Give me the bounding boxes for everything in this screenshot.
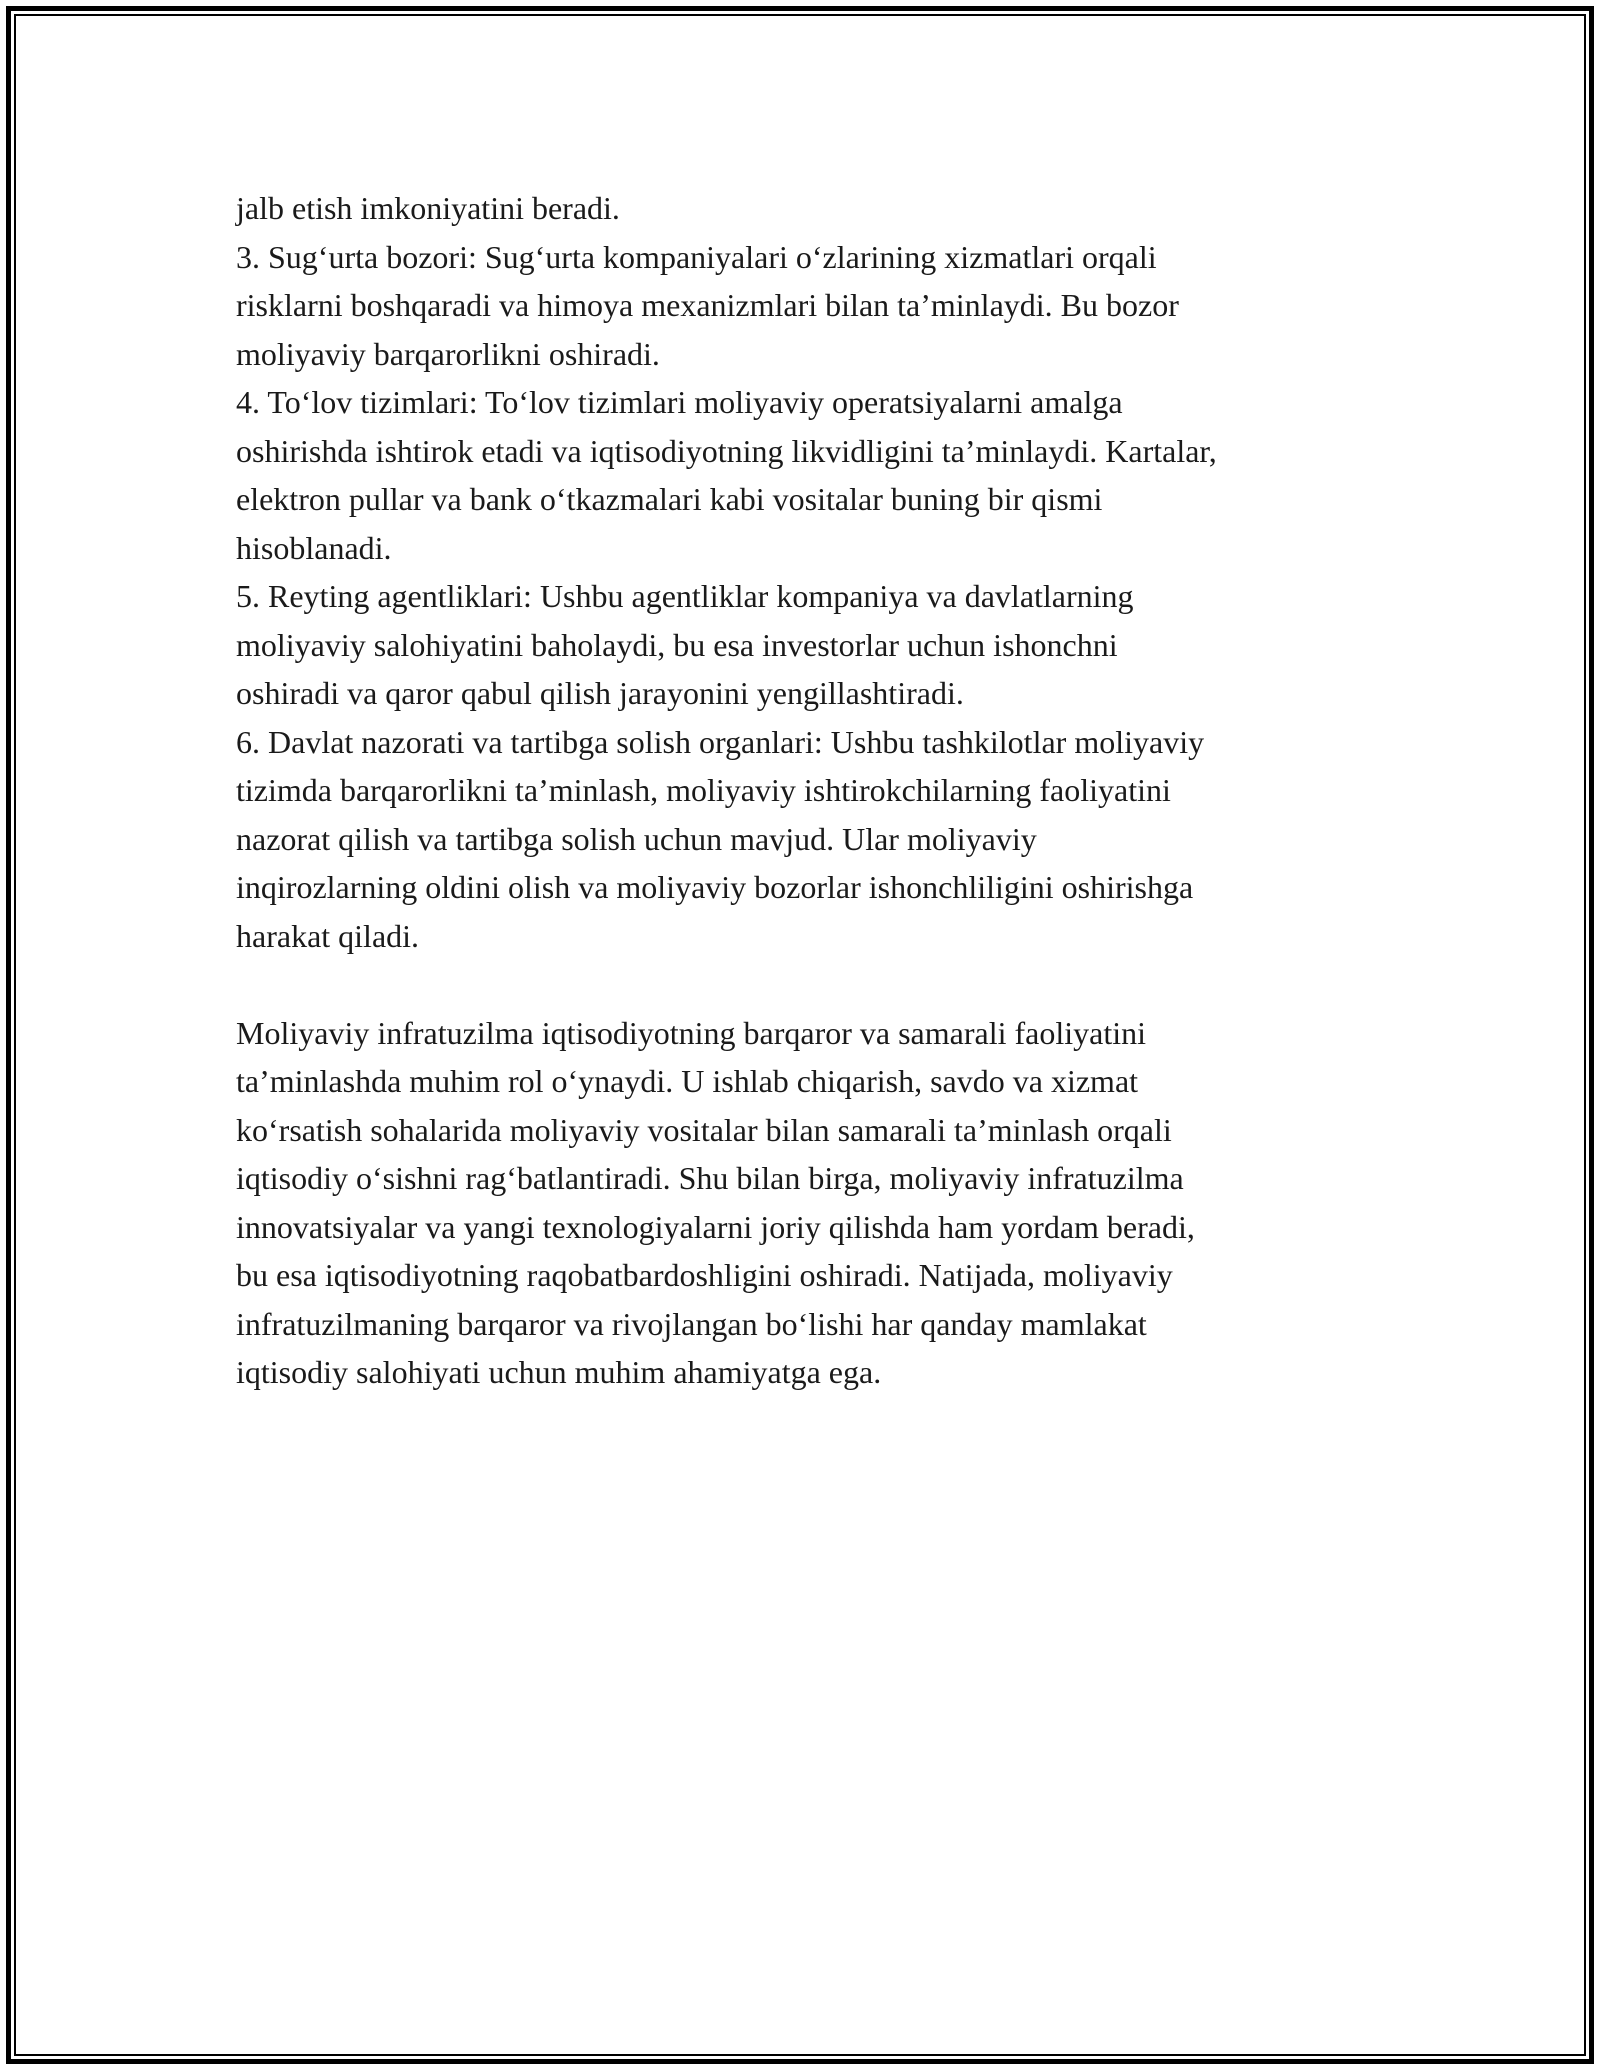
paragraph-gap bbox=[236, 960, 1386, 1009]
list-item-payment-systems: 4. To‘lov tizimlari: To‘lov tizimlari moliyaviy operatsiyalarni amalga bbox=[236, 384, 1123, 420]
conclusion-paragraph bbox=[236, 1009, 1386, 1397]
text-line: nazorat qilish va tartibga solish uchun mavjud. Ular moliyaviy bbox=[236, 820, 1037, 857]
text-line: risklarni boshqaradi va himoya mexanizmlari bilan ta’minlaydi. Bu bozor bbox=[236, 287, 1179, 323]
text-line: harakat qiladi. bbox=[236, 917, 420, 954]
text-line: ko‘rsatish sohalarida moliyaviy vositalar bilan samarali ta’minlash orqali bbox=[236, 1111, 1172, 1148]
text-line: oshiradi va qaror qabul qilish jarayonini yengillashtiradi. bbox=[236, 675, 964, 711]
text-line: iqtisodiy salohiyati uchun muhim ahamiyatga ega. bbox=[236, 1354, 882, 1390]
list-item-rating-agencies: 5. Reyting agentliklari: Ushbu agentliklar kompaniya va davlatlarning bbox=[236, 578, 1134, 614]
list-item-state-regulators: 6. Davlat nazorati va tartibga solish organlari: Ushbu tashkilotlar moliyaviy bbox=[236, 723, 1205, 760]
text-line: hisoblanadi. bbox=[236, 529, 392, 566]
text-line: tizimda barqarorlikni ta’minlash, moliyaviy ishtirokchilarning faoliyatini bbox=[236, 772, 1171, 808]
text-line: ta’minlashda muhim rol o‘ynaydi. U ishlab chiqarish, savdo va xizmat bbox=[236, 1063, 1139, 1099]
text-line: iqtisodiy o‘sishni rag‘batlantiradi. Shu bilan birga, moliyaviy infratuzilma bbox=[236, 1160, 1184, 1196]
text-line: elektron pullar va bank o‘tkazmalari kabi vositalar buning bir qismi bbox=[236, 481, 1103, 517]
text-line: moliyaviy barqarorlikni oshiradi. bbox=[236, 335, 660, 372]
text-line: oshirishda ishtirok etadi va iqtisodiyotning likvidligini ta’minlaydi. Kartalar, bbox=[236, 432, 1217, 469]
text-line: moliyaviy salohiyatini baholaydi, bu esa investorlar uchun ishonchni bbox=[236, 626, 1118, 663]
text-line: infratuzilmaning barqaror va rivojlangan bo‘lishi har qanday mamlakat bbox=[236, 1305, 1147, 1342]
document-body bbox=[236, 184, 1386, 1397]
list-continuation-block bbox=[236, 184, 1386, 960]
text-line: jalb etish imkoniyatini beradi. bbox=[236, 190, 620, 226]
text-line: Moliyaviy infratuzilma iqtisodiyotning barqaror va samarali faoliyatini bbox=[236, 1014, 1146, 1051]
text-line: innovatsiyalar va yangi texnologiyalarni joriy qilishda ham yordam beradi, bbox=[236, 1208, 1195, 1245]
text-line: inqirozlarning oldini olish va moliyaviy bozorlar ishonchliligini oshirishga bbox=[236, 869, 1194, 905]
text-line: bu esa iqtisodiyotning raqobatbardoshligini oshiradi. Natijada, moliyaviy bbox=[236, 1257, 1173, 1293]
list-item-insurance-market: 3. Sug‘urta bozori: Sug‘urta kompaniyalari o‘zlarining xizmatlari orqali bbox=[236, 238, 1157, 275]
